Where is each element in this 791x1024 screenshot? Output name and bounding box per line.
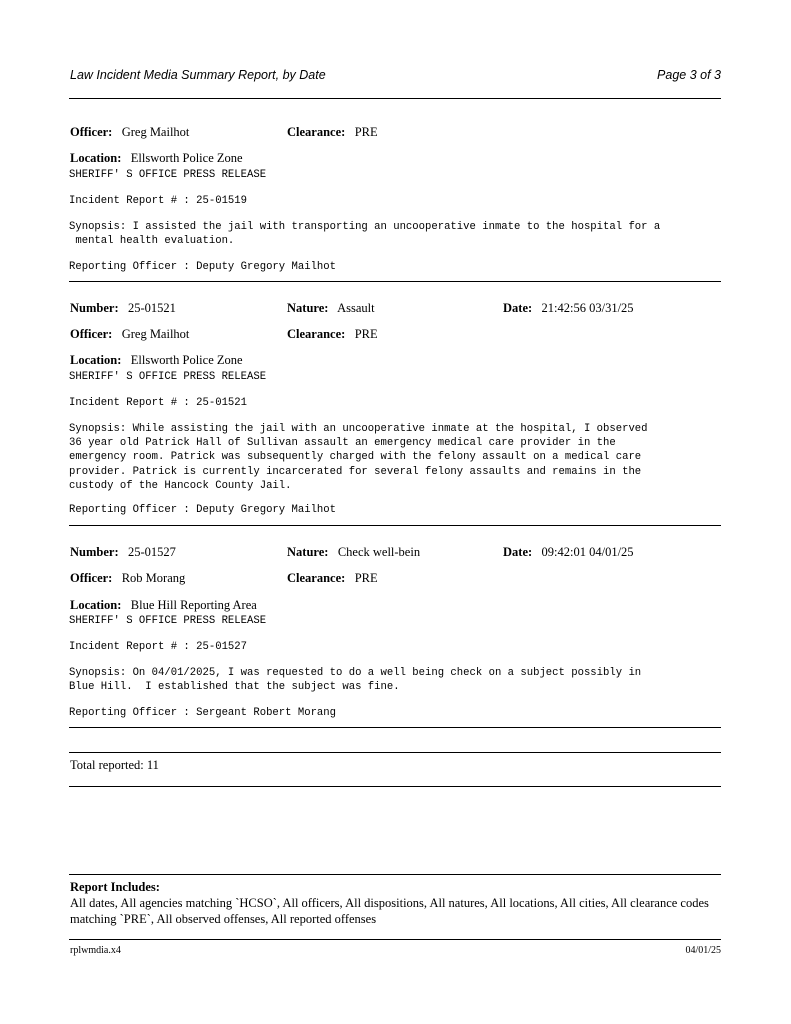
- location-label: Location:: [70, 353, 122, 367]
- clearance-value: PRE: [354, 125, 378, 139]
- date-value: 09:42:01 04/01/25: [541, 545, 634, 559]
- incident-report-number: Incident Report # : 25-01519: [69, 195, 248, 207]
- footer-date: 04/01/25: [685, 945, 721, 956]
- location-value: Ellsworth Police Zone: [130, 151, 243, 165]
- total-top-rule: [69, 752, 721, 753]
- clearance-label: Clearance:: [287, 125, 346, 139]
- header-rule: [69, 98, 721, 99]
- report-title: Law Incident Media Summary Report, by Date: [70, 68, 326, 82]
- report-header: [70, 68, 721, 82]
- location-value: Blue Hill Reporting Area: [130, 598, 257, 612]
- number-label: Number:: [70, 301, 119, 315]
- includes-top-rule: [69, 874, 721, 875]
- clearance-label: Clearance:: [287, 327, 346, 341]
- total-bottom-rule: [69, 786, 721, 787]
- press-release-line: SHERIFF' S OFFICE PRESS RELEASE: [69, 169, 267, 181]
- nature-value: Assault: [337, 301, 375, 315]
- location-label: Location:: [70, 598, 122, 612]
- footer-report-id: rplwmdia.x4: [70, 945, 121, 956]
- includes-bottom-rule: [69, 939, 721, 940]
- incident-divider: [69, 525, 721, 526]
- synopsis: Synopsis: While assisting the jail with an uncooperative inmate at the hospital, I observed 36 year old Patrick Hall of Sullivan assault an emergency medical care provider in the emergency room. Patrick was subsequently charged with the felony assault on a medical care provider. Patrick is currently incarcerated for several felony assaults and remains in the custody of the Hancock County Jail.: [69, 423, 648, 492]
- synopsis: Synopsis: On 04/01/2025, I was requested to do a well being check on a subject possibly in Blue Hill. I established that the subject was fine.: [69, 667, 642, 694]
- press-release-line: SHERIFF' S OFFICE PRESS RELEASE: [69, 371, 267, 383]
- incident-divider: [69, 727, 721, 728]
- reporting-officer: Reporting Officer : Sergeant Robert Morang: [69, 707, 337, 719]
- date-label: Date:: [503, 545, 533, 559]
- reporting-officer: Reporting Officer : Deputy Gregory Mailhot: [69, 504, 337, 516]
- nature-value: Check well-bein: [337, 545, 421, 559]
- clearance-value: PRE: [354, 327, 378, 341]
- incident-divider: [69, 281, 721, 282]
- reporting-officer: Reporting Officer : Deputy Gregory Mailhot: [69, 261, 337, 273]
- nature-label: Nature:: [287, 301, 329, 315]
- clearance-value: PRE: [354, 571, 378, 585]
- page-footer: [70, 945, 721, 956]
- report-includes-heading: Report Includes:: [70, 880, 160, 894]
- press-release-line: SHERIFF' S OFFICE PRESS RELEASE: [69, 615, 267, 627]
- clearance-label: Clearance:: [287, 571, 346, 585]
- location-label: Location:: [70, 151, 122, 165]
- incident-report-number: Incident Report # : 25-01521: [69, 397, 248, 409]
- number-value: 25-01521: [127, 301, 176, 315]
- number-value: 25-01527: [127, 545, 176, 559]
- officer-value: Rob Morang: [121, 571, 186, 585]
- total-reported: Total reported: 11: [70, 758, 159, 772]
- officer-label: Officer:: [70, 125, 113, 139]
- location-value: Ellsworth Police Zone: [130, 353, 243, 367]
- nature-label: Nature:: [287, 545, 329, 559]
- officer-label: Officer:: [70, 571, 113, 585]
- page-number: Page 3 of 3: [657, 68, 721, 82]
- synopsis: Synopsis: I assisted the jail with transporting an uncooperative inmate to the hospital for a mental health evaluation.: [69, 221, 661, 248]
- incident-report-number: Incident Report # : 25-01527: [69, 641, 248, 653]
- date-label: Date:: [503, 301, 533, 315]
- date-value: 21:42:56 03/31/25: [541, 301, 634, 315]
- number-label: Number:: [70, 545, 119, 559]
- officer-value: Greg Mailhot: [121, 327, 190, 341]
- report-includes-text: All dates, All agencies matching `HCSO`, All officers, All dispositions, All natures, All locations, All cities, All clearance codes matching `PRE`, All observed offenses, All reported offenses: [70, 896, 709, 926]
- officer-value: Greg Mailhot: [121, 125, 190, 139]
- officer-label: Officer:: [70, 327, 113, 341]
